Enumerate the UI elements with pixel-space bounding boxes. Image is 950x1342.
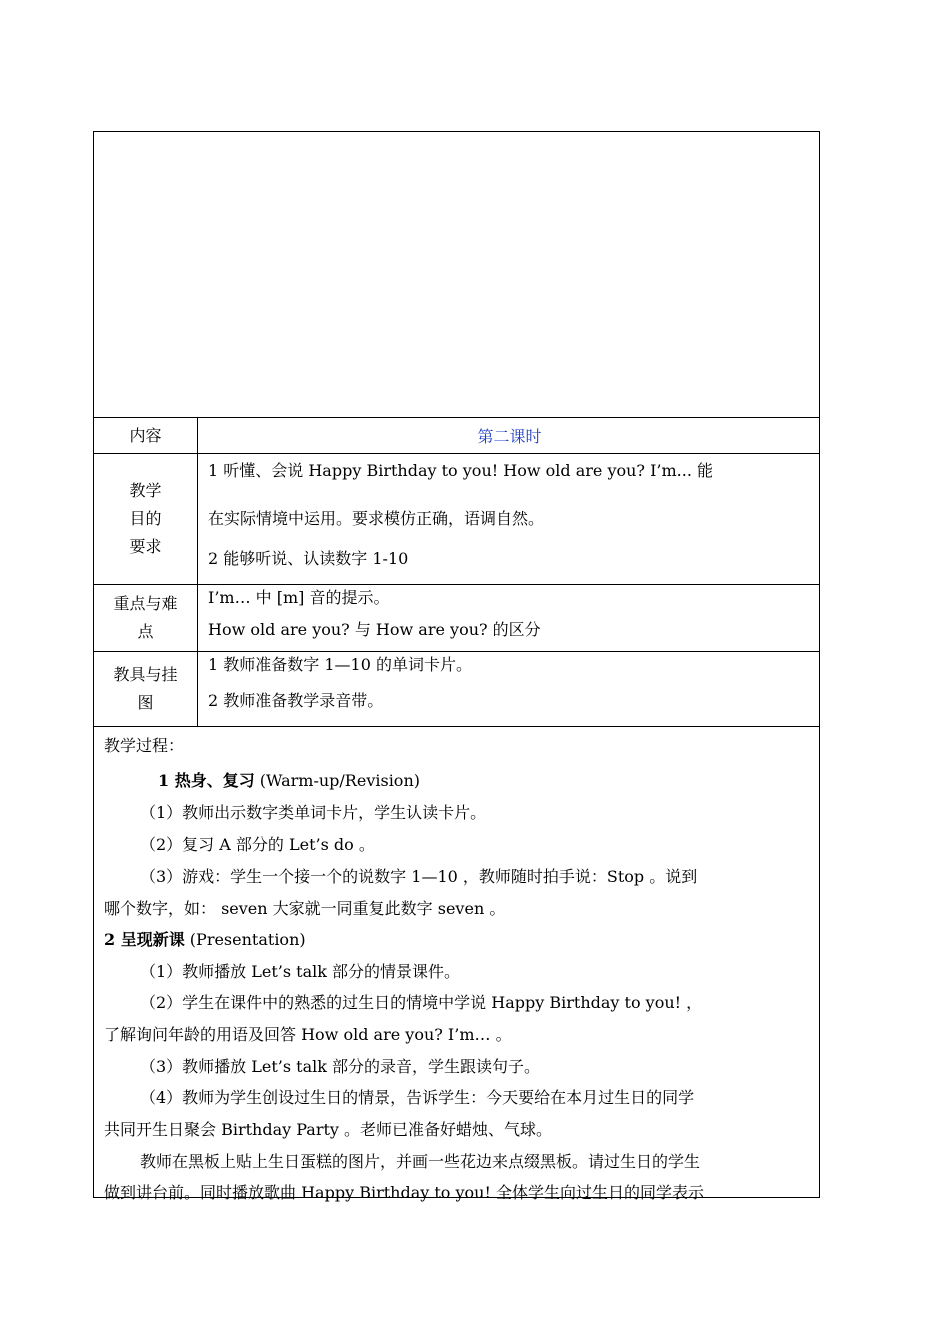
objectives-line: 在实际情境中运用。要求模仿正确，语调自然。 xyxy=(208,509,545,528)
materials-label-line: 图 xyxy=(137,693,154,712)
lesson-title xyxy=(198,418,819,453)
process-title: 教学过程： xyxy=(104,736,185,755)
key-points-label xyxy=(94,585,197,651)
process-item: （2）学生在课件中的熟悉的过生日的情境中学说 Happy Birthday to you! ， xyxy=(140,993,703,1012)
process-item: 了解询问年龄的用语及回答 How old are you? I’m… 。 xyxy=(104,1025,512,1044)
process-item: （1）教师播放 Let’s talk 部分的情景课件。 xyxy=(140,962,461,981)
section-heading-text: 1 热身、复习 xyxy=(158,771,255,790)
key-points-label-line: 重点与难 xyxy=(113,594,178,613)
teaching-process xyxy=(94,727,819,1202)
key-points-content xyxy=(198,585,819,651)
objectives-label-line: 教学 xyxy=(129,481,162,500)
lesson-title-text: 第二课时 xyxy=(477,427,542,446)
process-item: 做到讲台前。同时播放歌曲 Happy Birthday to you! 全体学生向过生日的同学表示 xyxy=(104,1183,704,1202)
objectives-content xyxy=(198,454,819,584)
process-item: （4）教师为学生创设过生日的情景，告诉学生：今天要给在本月过生日的同学 xyxy=(140,1088,695,1107)
process-item: （3）游戏：学生一个接一个的说数字 1—10 ，教师随时拍手说：Stop 。说到 xyxy=(140,867,698,886)
objectives-line: 1 听懂、会说 Happy Birthday to you! How old are you? I’m... 能 xyxy=(208,461,714,480)
section-heading-text: 2 呈现新课 xyxy=(104,930,185,949)
process-item: （1）教师出示数字类单词卡片，学生认读卡片。 xyxy=(140,803,487,822)
materials-content xyxy=(198,652,819,726)
key-points-line: I’m… 中 [m] 音的提示。 xyxy=(208,588,390,607)
objectives-line: 2 能够听说、认读数字 1-10 xyxy=(208,549,409,568)
process-item: （2）复习 A 部分的 Let’s do 。 xyxy=(140,835,375,854)
process-item: （3）教师播放 Let’s talk 部分的录音，学生跟读句子。 xyxy=(140,1057,541,1076)
materials-line: 1 教师准备数字 1—10 的单词卡片。 xyxy=(208,655,472,674)
section-heading-en: (Presentation) xyxy=(184,930,306,949)
materials-line: 2 教师准备教学录音带。 xyxy=(208,691,384,710)
section-heading-en: (Warm-up/Revision) xyxy=(254,771,420,790)
key-points-label-line: 点 xyxy=(137,622,154,641)
materials-label-line: 教具与挂 xyxy=(113,665,178,684)
objectives-label xyxy=(94,454,197,584)
objectives-label-line: 要求 xyxy=(129,537,162,556)
process-item: 共同开生日聚会 Birthday Party 。老师已准备好蜡烛、气球。 xyxy=(104,1120,553,1139)
process-item: 哪个数字，如： seven 大家就一同重复此数字 seven 。 xyxy=(104,899,506,918)
process-item: 教师在黑板上贴上生日蛋糕的图片，并画一些花边来点缀黑板。请过生日的学生 xyxy=(140,1152,701,1171)
objectives-label-line: 目的 xyxy=(129,509,162,528)
lesson-plan-table xyxy=(93,131,820,1202)
header-label-text: 内容 xyxy=(129,425,162,445)
materials-label xyxy=(94,652,197,726)
header-label xyxy=(94,418,197,453)
section-heading-presentation xyxy=(104,927,306,950)
section-heading-warmup xyxy=(158,768,420,791)
key-points-line: How old are you? 与 How are you? 的区分 xyxy=(208,620,541,639)
